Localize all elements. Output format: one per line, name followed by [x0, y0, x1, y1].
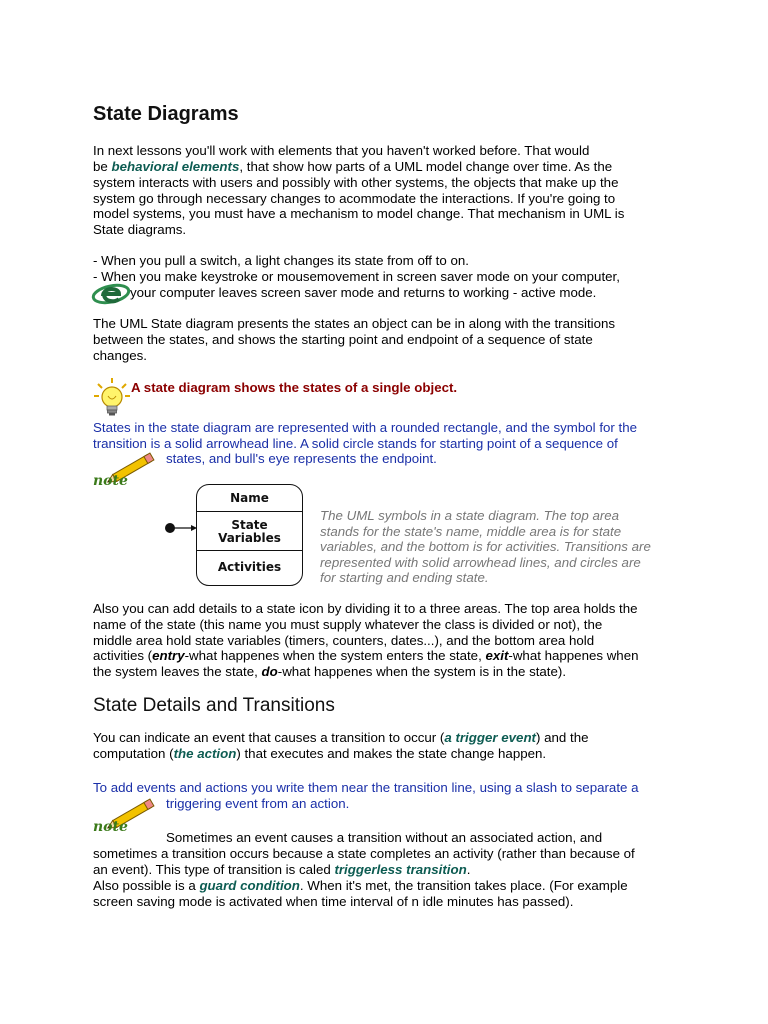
section-heading: State Details and Transitions [93, 695, 335, 716]
details-text: -what happenes when [508, 648, 639, 663]
caption-line-2: stands for the state's name, middle area is for state [320, 523, 622, 539]
example-line-3: your computer leaves screen saver mode and returns to working - active mode. [130, 285, 597, 300]
start-dot-icon [163, 521, 199, 535]
details-line-3: middle area hold state variables (timers, counters, dates...), and the bottom area hold [93, 633, 595, 648]
state-icon-box [196, 484, 303, 586]
state-name-label: Name [230, 491, 269, 505]
blue1-line-2: transition is a solid arrowhead line. A solid circle stands for starting point of a sequence of [93, 436, 618, 451]
final-text: . When it's met, the transition takes place. (For example [299, 878, 628, 893]
intro-line-4: system go through necessary changes to acommodate the interactions. If you're going to [93, 191, 616, 206]
caption-line-3: variables, and the bottom is for activities. Transitions are [320, 539, 651, 555]
note-label: note [93, 473, 128, 489]
intro-line-3: system interacts with users and possibly with other systems, the objects that make up the [93, 175, 619, 190]
intro-line-5: model systems, you must have a mechanism to model change. That mechanism in UML is [93, 206, 625, 221]
final-line-2: sometimes a transition occurs because a state completes an activity (rather than because of [93, 846, 635, 861]
caption-line-4: represented with solid arrowhead lines, and circles are [320, 554, 641, 570]
emphasis-behavioral-elements: behavioral elements [111, 159, 240, 174]
intro-text: be [93, 159, 112, 174]
trigger-text: computation ( [93, 746, 174, 761]
blue1-line-3: states, and bull's eye represents the endpoint. [166, 451, 437, 466]
note-label: note [93, 819, 128, 835]
details-line-1: Also you can add details to a state icon by dividing it to a three areas. The top area holds the [93, 601, 638, 616]
emphasis-do: do [261, 664, 278, 679]
final-line-1: Sometimes an event causes a transition without an associated action, and [166, 830, 603, 845]
intro-text: , that show how parts of a UML model change over time. As the [239, 159, 613, 174]
emphasis-triggerless-transition: triggerless transition [334, 862, 467, 877]
intro-line-6: State diagrams. [93, 222, 187, 237]
caption-line-5: for starting and ending state. [320, 570, 489, 586]
emphasis-entry: entry [152, 648, 185, 663]
page-title: State Diagrams [93, 103, 239, 125]
trigger-line-1 [93, 730, 589, 746]
blue2-line-2: triggering event from an action. [166, 796, 350, 811]
blue2-line-1: To add events and actions you write them near the transition line, using a slash to separate a [93, 780, 639, 795]
trigger-line-2 [93, 746, 546, 762]
details-text: -what happenes when the system is in the state). [277, 664, 567, 679]
details-line-2: name of the state (this name you must supply whatever the class is divided or not), the [93, 617, 603, 632]
emphasis-trigger-event: a trigger event [444, 730, 536, 745]
example-line-2: - When you make keystroke or mousemovement in screen saver mode on your computer, [93, 269, 620, 284]
trigger-text: ) and the [536, 730, 589, 745]
details-text: -what happenes when the system enters the state, [184, 648, 486, 663]
state-vars-label-2: Variables [218, 531, 281, 545]
state-activities-label: Activities [217, 560, 282, 574]
emphasis-exit: exit [485, 648, 509, 663]
final-line-4 [93, 878, 628, 894]
caption-line-1: The UML symbols in a state diagram. The top area [320, 508, 620, 523]
final-text: an event). This type of transition is caled [93, 862, 335, 877]
state-divider-top [197, 511, 302, 512]
details-text: the system leaves the state, [93, 664, 262, 679]
diagram-caption [320, 508, 690, 586]
details-line-4 [93, 648, 639, 664]
intro-line-2 [93, 159, 612, 175]
pencil-note-icon [92, 796, 164, 836]
details-line-5 [93, 664, 566, 680]
details-text: activities ( [93, 648, 153, 663]
final-line-5: screen saving mode is activated when time interval of n idle minutes has passed). [93, 894, 574, 909]
emphasis-the-action: the action [173, 746, 237, 761]
emphasis-guard-condition: guard condition [199, 878, 300, 893]
trigger-text: ) that executes and makes the state change happen. [236, 746, 547, 761]
state-divider-bottom [197, 550, 302, 551]
blue1-line-1: States in the state diagram are represented with a rounded rectangle, and the symbol for the [93, 420, 638, 435]
state-vars-label-1: State [231, 518, 268, 532]
lightbulb-icon [92, 376, 132, 420]
tip-text: A state diagram shows the states of a single object. [131, 380, 458, 395]
intro-line-1: In next lessons you'll work with elements that you haven't worked before. That would [93, 143, 590, 158]
final-text: Also possible is a [93, 878, 200, 893]
ie-e-icon [91, 280, 131, 306]
uml-line-2: between the states, and shows the starting point and endpoint of a sequence of state [93, 332, 593, 347]
uml-line-3: changes. [93, 348, 147, 363]
pencil-note-icon [92, 450, 164, 490]
final-line-3 [93, 862, 470, 878]
example-line-1: - When you pull a switch, a light changes its state from off to on. [93, 253, 469, 268]
trigger-text: You can indicate an event that causes a transition to occur ( [93, 730, 445, 745]
final-text: . [466, 862, 471, 877]
uml-line-1: The UML State diagram presents the states an object can be in along with the transitions [93, 316, 616, 331]
